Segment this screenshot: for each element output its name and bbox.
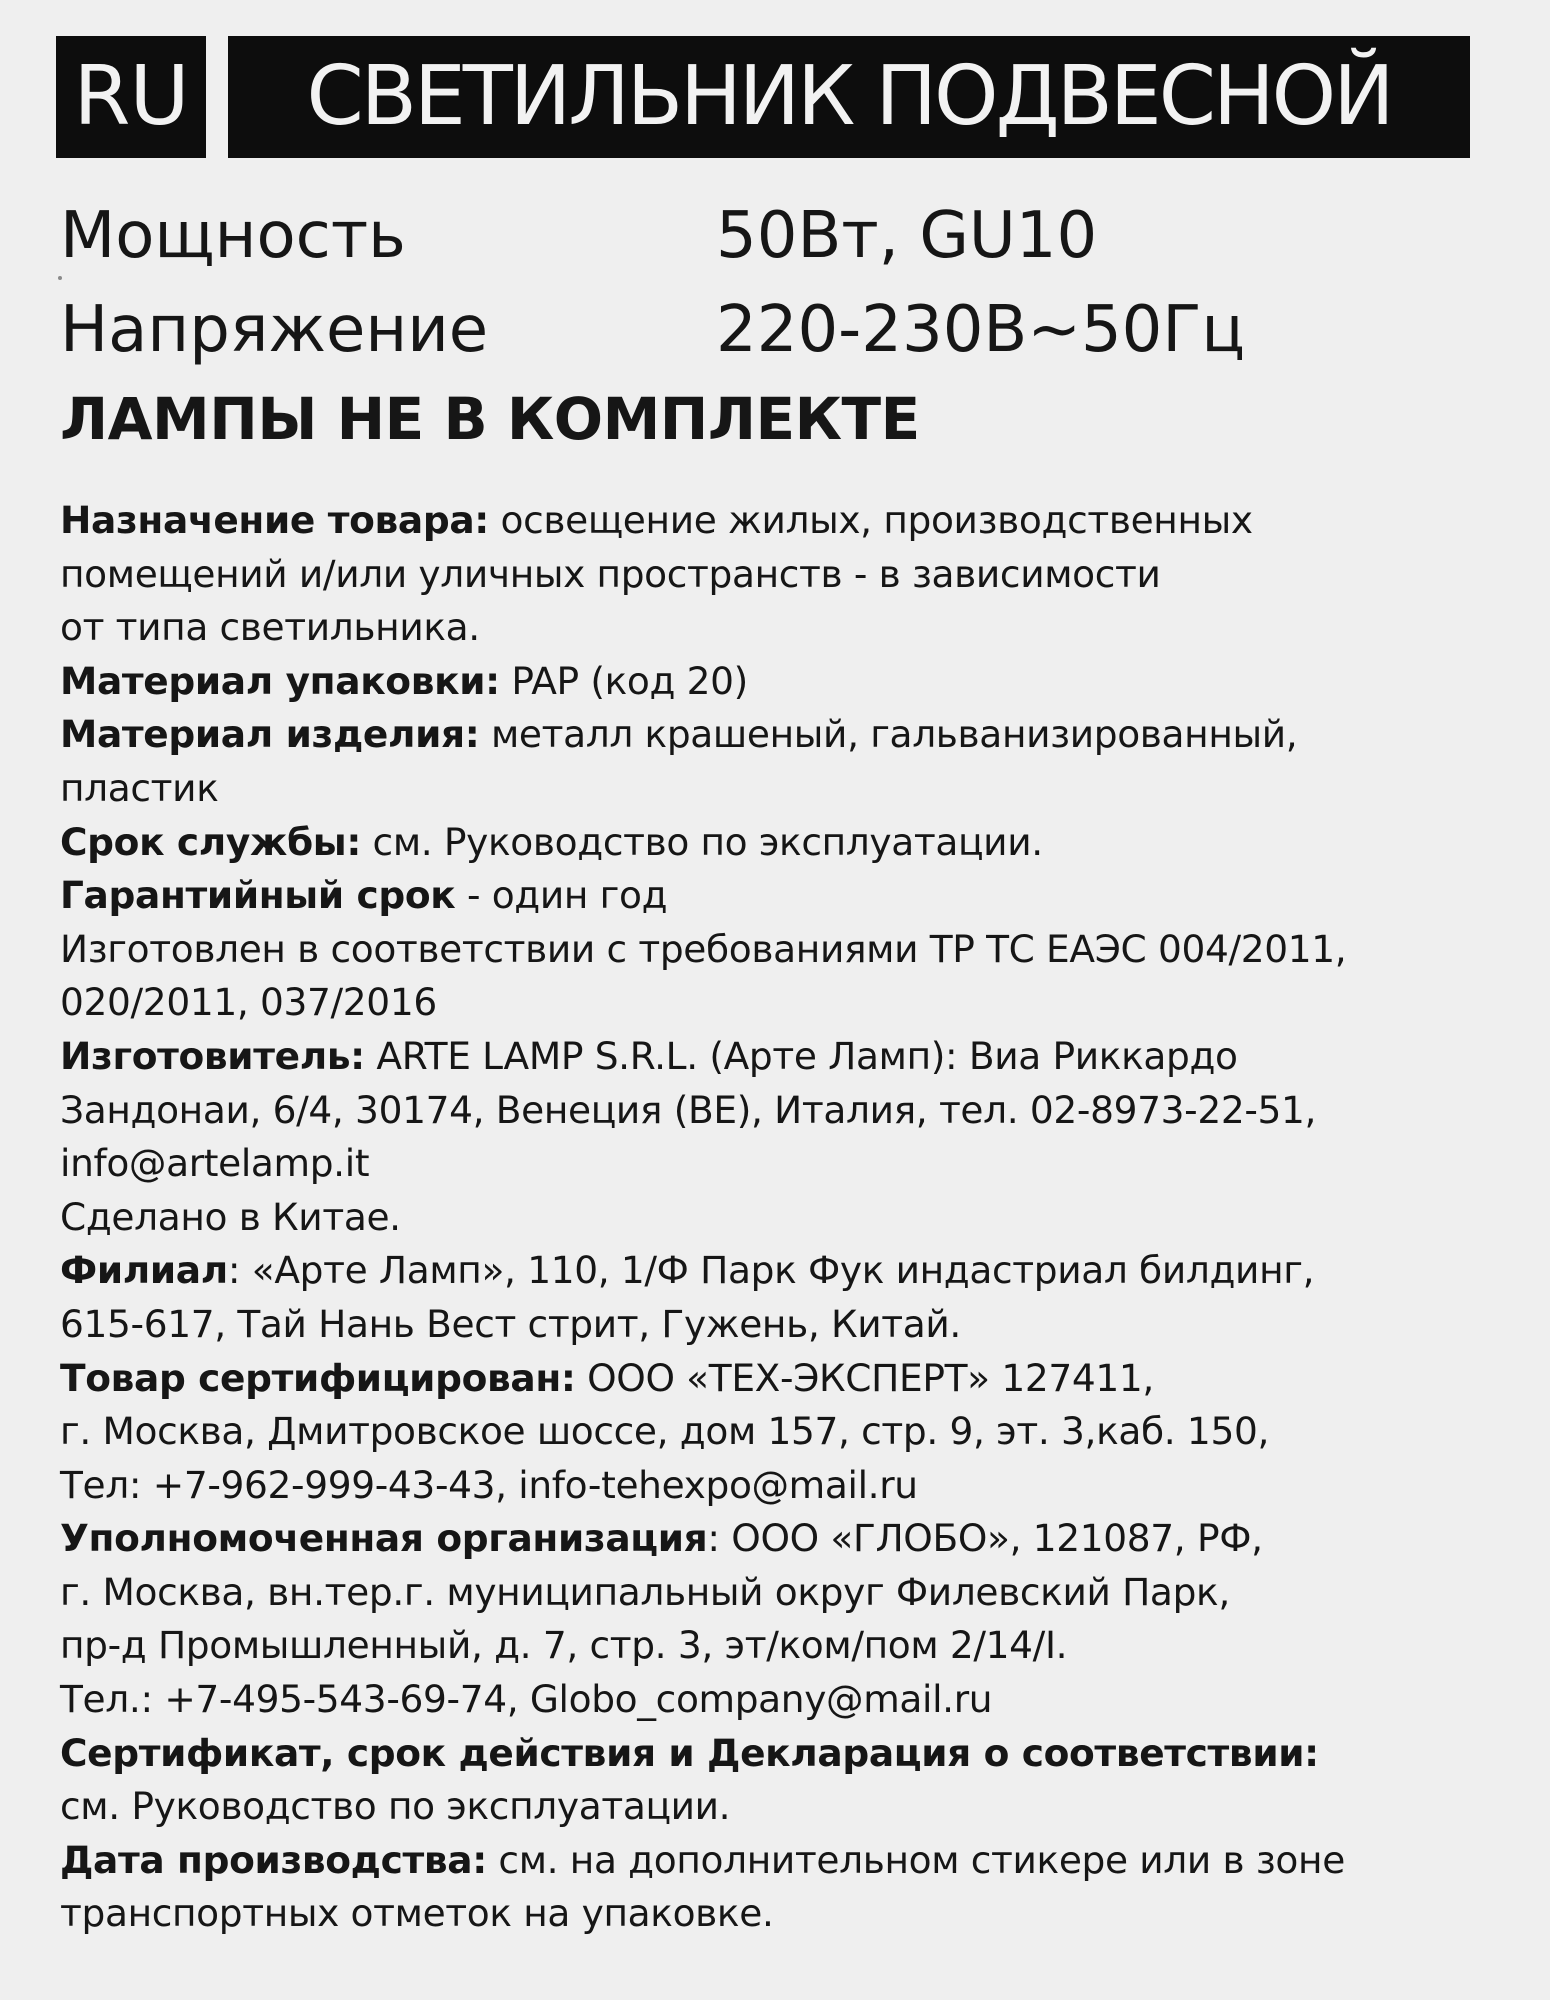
manufacturer-line-2: Зандонаи, 6/4, 30174, Венеция (ВЕ), Италия, тел. 02-8973-22-51, [60,1087,1317,1132]
authorized-org-line-2: г. Москва, вн.тер.г. муниципальный округ Филевский Парк, [60,1569,1230,1614]
packaging-value: PAP (код 20) [499,658,748,703]
branch-line-2: 615-617, Тай Нань Вест стрит, Гужень, Китай. [60,1301,962,1346]
spec-voltage-row [0,290,1550,370]
material-line-1 [60,708,1520,762]
spec-power-value: 50Вт, GU10 [716,199,1098,273]
manufacturer-email: info@artelamp.it [60,1141,370,1186]
certified-line-3: Тел: +7-962-999-43-43, info-tehexpo@mail.ru [60,1462,918,1507]
product-details [60,494,1520,1941]
origin-line: Сделано в Китае. [60,1194,401,1239]
certified-line-1 [60,1352,1520,1406]
print-speck [58,276,62,280]
manufacturer-text-1: ARTE LAMP S.R.L. (Арте Ламп): Виа Риккардо [364,1033,1238,1078]
authorized-org-label: Уполномоченная организация [60,1516,708,1561]
warranty-label: Гарантийный срок [60,873,456,918]
authorized-org-line-4: Тел.: +7-495-543-69-74, Globo_company@mail.ru [60,1677,993,1722]
purpose-text-1: освещение жилых, производственных [488,498,1253,542]
spec-power-row [0,196,1550,276]
production-date-text-1: см. на дополнительном стикере или в зоне [486,1837,1345,1882]
material-text-1: металл крашеный, гальванизированный, [479,712,1298,757]
production-date-label: Дата производства: [60,1837,487,1882]
warranty-value: - один год [455,873,668,918]
product-title: СВЕТИЛЬНИК ПОДВЕСНОЙ [228,36,1470,158]
branch-text-1: : «Арте Ламп», 110, 1/Ф Парк Фук индастриал билдинг, [227,1248,1315,1293]
certified-label: Товар сертифицирован: [60,1355,576,1400]
purpose-line-2: помещений и/или уличных пространств - в зависимости [60,551,1161,596]
spec-voltage-label: Напряжение [60,293,489,367]
material-label: Материал изделия: [60,712,480,757]
lamps-not-included-notice: ЛАМПЫ НЕ В КОМПЛЕКТЕ [60,385,920,453]
manufacturer-line-1 [60,1030,1520,1084]
purpose-label: Назначение товара: [60,498,489,542]
authorized-org-line-3: пр-д Промышленный, д. 7, стр. 3, эт/ком/пом 2/14/I. [60,1623,1068,1668]
service-life-label: Срок службы: [60,819,361,864]
purpose-line-1 [60,494,1520,548]
manufacturer-label: Изготовитель: [60,1033,365,1078]
language-badge: RU [56,36,206,158]
warranty-line [60,869,1520,923]
standards-line-1: Изготовлен в соответствии с требованиями ТР ТС ЕАЭС 004/2011, [60,926,1347,971]
production-date-line-1 [60,1834,1520,1888]
certified-line-2: г. Москва, Дмитровское шоссе, дом 157, стр. 9, эт. 3,каб. 150, [60,1409,1270,1454]
spec-power-label: Мощность [60,199,406,273]
authorized-org-text-1: : ООО «ГЛОБО», 121087, РФ, [707,1516,1263,1561]
material-line-2: пластик [60,765,219,810]
production-date-line-2: транспортных отметок на упаковке. [60,1891,774,1936]
branch-line-1 [60,1244,1520,1298]
spec-voltage-value: 220-230В~50Гц [716,293,1245,367]
packaging-line [60,655,1520,709]
packaging-label: Материал упаковки: [60,658,500,703]
service-life-line [60,816,1520,870]
declaration-line-2: см. Руководство по эксплуатации. [60,1784,731,1829]
standards-line-2: 020/2011, 037/2016 [60,980,437,1025]
branch-label: Филиал [60,1248,228,1293]
certified-text-1: ООО «ТЕХ-ЭКСПЕРТ» 127411, [575,1355,1154,1400]
declaration-label: Сертификат, срок действия и Декларация о соответствии: [60,1730,1319,1775]
purpose-line-3: от типа светильника. [60,605,480,650]
service-life-value: см. Руководство по эксплуатации. [360,819,1043,864]
authorized-org-line-1 [60,1512,1520,1566]
